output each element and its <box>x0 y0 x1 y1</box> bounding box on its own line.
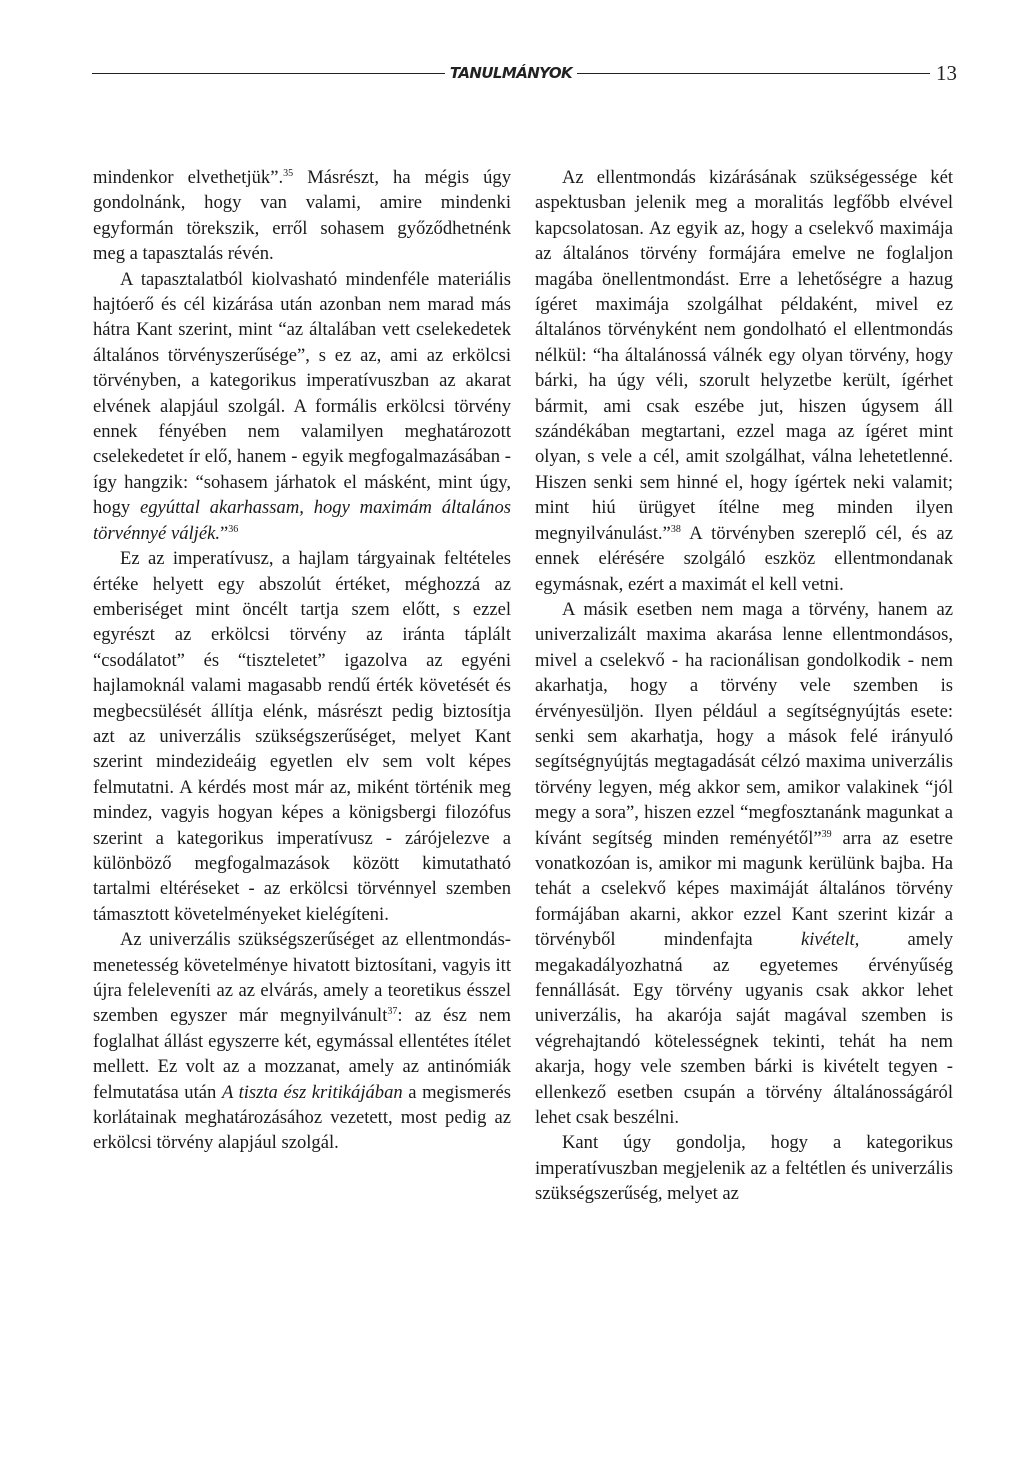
left-column <box>93 165 511 1156</box>
paragraph-text: A másik esetben nem maga a törvény, hanem az univerzalizált maxima akarása lenne ellentmondásos, mivel a cselekvő - ha racionálisan gondolkodik - nem akarhatja, hogy a törvény vele szemben is érvényesüljön. Ilyen például a segítségnyújtás esete: senki sem akarhatja, hogy a mások felé irányuló segítségnyújtás megtagadását célzó maxima univerzális törvény legyen, még akkor sem, amikor valakinek “jól megy a sora”, hiszen ezzel “megfosztanánk magunkat a kívánt segítség minden reményétől” <box>535 598 953 849</box>
header-rule-right <box>577 73 930 74</box>
page-number: 13 <box>936 60 958 85</box>
running-header <box>92 58 957 88</box>
paragraph-text: Az univerzális szükségszerűséget az ellentmondás-menetesség követelménye hivatott biztosítani, vagyis itt újra feleleveníti az az elvárás, amely a teoretikus ésszel szemben egyszer már megnyilvánult <box>93 929 511 1027</box>
running-title: TANULMÁNYOK <box>449 64 573 82</box>
paragraph-text: ” <box>220 522 229 544</box>
paragraph-text: amely megakadályozhatná az egyetemes érvényűség fennállását. Egy törvény ugyanis csak akkor lehet univerzális, ha akarója saját magával szemben is végrehajtandó kötelességnek tekinti, tehát ha nem akarja, hogy vele szemben bárki is kivételt tegyen - ellenkező esetben csupán a törvény általánosságáról lehet csak beszélni. <box>535 929 953 1129</box>
paragraph-text: : az ész nem foglalhat állást egyszerre két, egymással ellentétes ítélet mellett. Ez volt az a mozzanat, amely az antinómiák felmutatása után <box>93 1005 511 1103</box>
footnote-ref: 38 <box>670 523 681 535</box>
italic-quote: egyúttal akarhassam, hogy maximám általános törvénnyé váljék. <box>93 497 511 544</box>
footnote-ref: 36 <box>228 523 239 535</box>
paragraph-text: Másrészt, ha mégis úgy gondolnánk, hogy van valami, amire mindenki egyformán törekszik, erről sohasem győződhetnénk meg a tapasztalás révén. <box>93 167 512 265</box>
italic-word: kivételt, <box>800 929 860 951</box>
paragraph-text: A tapasztalatból kiolvasható mindenféle materiális hajtóerő és cél kizárása után azonban nem marad más hátra Kant szerint, mint “az általában vett cselekedetek általános törvényszerűsége”, s ez az, ami az erkölcsi törvényben, a kategorikus imperatívuszban az akarat elvének alapjául szolgál. A formális erkölcsi törvény ennek fényében nem valamilyen meghatározott cselekedetet ír elő, hanem - egyik megfogalmazásában - így hangzik: “sohasem járhatok el másként, mint úgy, hogy <box>93 268 511 519</box>
right-column <box>535 165 953 1207</box>
paragraph-text: mindenkor elvethetjük”. <box>93 167 284 188</box>
footnote-ref: 39 <box>821 828 832 840</box>
paragraph-text: a megismerés korlátainak meghatározásához vezetett, most pedig az erkölcsi törvény alapjául szolgál. <box>93 1081 511 1154</box>
header-rule-left <box>92 73 445 74</box>
paragraph: Ez az imperatívusz, a hajlam tárgyainak feltételes értéke helyett egy abszolút értéket, méghozzá az emberiséget mint öncélt tartja szem előtt, s ezzel egyrészt az erkölcsi törvény az iránta táplált “csodálatot” és “tiszteletet” igazolva az egyéni hajlamoknál valami magasabb rendű érték követését és megbecsülését állítja elénk, másrészt pedig biztosítja azt az univerzális szükségszerűséget, melyet Kant szerint mindezideáig egyetlen elv sem volt képes felmutatni. A kérdés most már az, miként történik meg mindez, vagyis hogyan képes a königsbergi filozófus szerint a kategorikus imperatívusz - zárójelezve a különböző megfogalmazások között kimutatható tartalmi eltéréseket - az erkölcsi törvénnyel szemben támasztott követelményeket kielégíteni. <box>93 548 511 925</box>
italic-title: A tiszta ész kritikájában <box>221 1081 403 1103</box>
footnote-ref: 37 <box>387 1006 398 1018</box>
paragraph <box>93 927 511 1156</box>
paragraph: Kant úgy gondolja, hogy a kategorikus imperatívuszban megjelenik az a feltétlen és univerzális szükségszerűség, melyet az <box>535 1132 953 1205</box>
paragraph <box>93 165 511 267</box>
paragraph-text: arra az esetre vonatkozóan is, amikor mi magunk kerülünk bajba. Ha tehát a cselekvő képes maximáját általános törvény formájában akarni, akkor ezzel Kant szerint kizár a törvényből mindenfajta <box>535 827 953 951</box>
paragraph-text: Az ellentmondás kizárásának szükségessége két aspektusban jelenik meg a moralitás legfőbb elvével kapcsolatosan. Az egyik az, hogy a cselekvő maximája az általános törvény formájára emelve ne foglaljon magába önellentmondást. Erre a lehetőségre a hazug ígéret maximája szolgálhat példaként, mivel ez általános törvényként nem gondolható el ellentmondás nélkül: “ha általánossá válnék egy olyan törvény, hogy bárki, ha úgy véli, szorult helyzetbe került, ígérhet bármit, ami csak eszébe jut, hiszen úgysem áll szándékában megtartani, ezzel maga az ígéret mint olyan, s vele a cél, amit szolgálhat, válna lehetetlenné. Hiszen senki sem hinné el, hogy ígértek neki valamit; mint hiú ürügyet ítélne meg minden ilyen megnyilvánulást.” <box>535 167 953 544</box>
paragraph-text: A törvényben szereplő cél, és az ennek elérésére szolgáló eszköz ellentmondanak egymásnak, ezért a maximát el kell vetni. <box>535 522 953 595</box>
footnote-ref: 35 <box>283 168 294 179</box>
paragraph <box>93 267 511 546</box>
paragraph <box>535 165 953 597</box>
paragraph <box>535 597 953 1131</box>
